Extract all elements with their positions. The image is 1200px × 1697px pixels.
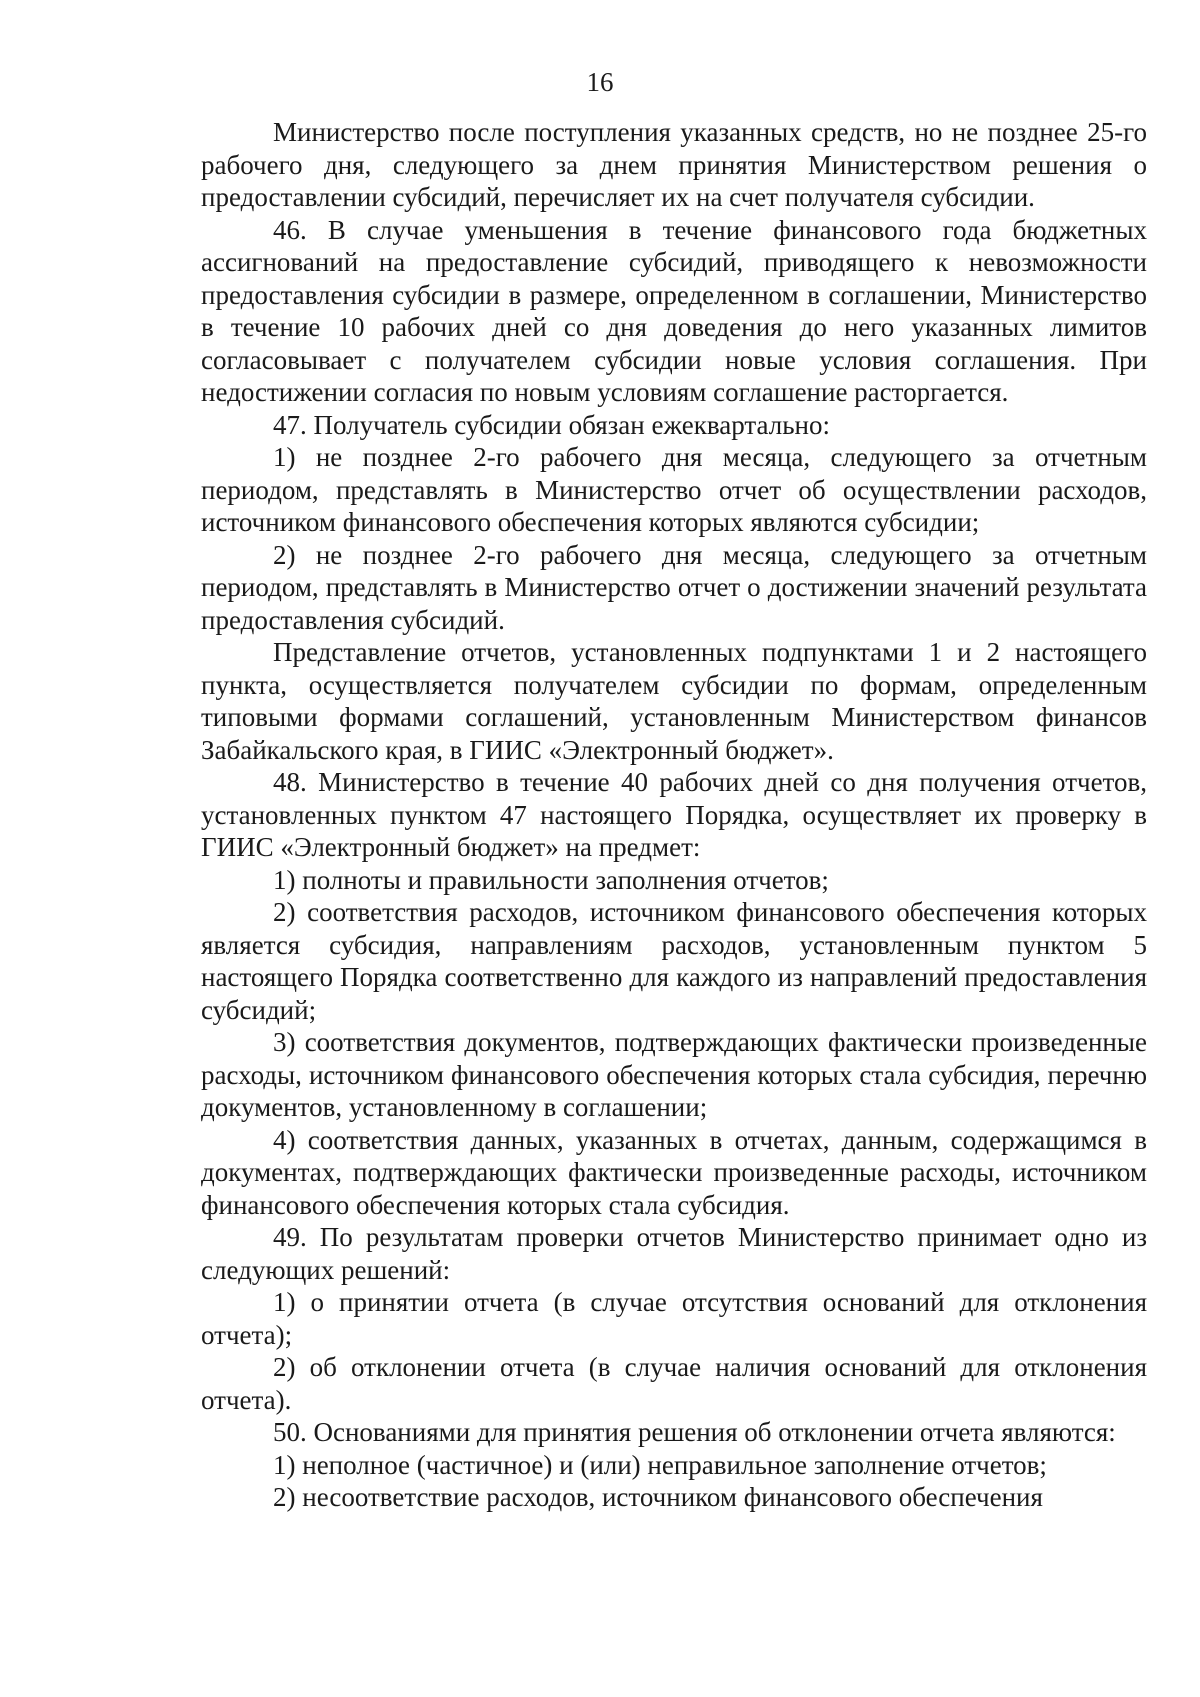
- paragraph-48-item-4: 4) соответствия данных, указанных в отчетах, данным, содержащимся в документах, подтверждающих фактически произведенные расходы, источником финансового обеспечения которых стала субсидия.: [201, 1124, 1147, 1220]
- paragraph-46: 46. В случае уменьшения в течение финансового года бюджетных ассигнований на предоставление субсидий, приводящего к невозможности предоставления субсидии в размере, определенном в соглашении, Министерство в течение 10 рабочих дней со дня доведения до него указанных лимитов согласовывает с получателем субсидии новые условия соглашения. При недостижении согласия по новым условиям соглашение расторгается.: [201, 214, 1147, 407]
- paragraph-50-item-2: 2) несоответствие расходов, источником финансового обеспечения: [273, 1482, 1043, 1512]
- paragraph-intro: Министерство после поступления указанных средств, но не позднее 25-го рабочего дня, следующего за днем принятия Министерством решения о предоставлении субсидий, перечисляет их на счет получателя субсидии.: [201, 117, 1147, 212]
- paragraph-47-item-2: 2) не позднее 2-го рабочего дня месяца, следующего за отчетным периодом, представлять в Министерство отчет о достижении значений результата предоставления субсидий.: [201, 539, 1147, 635]
- paragraph-47: 47. Получатель субсидии обязан ежеквартально:: [273, 409, 830, 440]
- paragraph-48-item-2: 2) соответствия расходов, источником финансового обеспечения которых является субсидия, направлениям расходов, установленным пунктом 5 настоящего Порядка соответственно для каждого из направлений предоставления субсидий;: [201, 897, 1147, 1025]
- paragraph-48-item-3: 3) соответствия документов, подтверждающих фактически произведенные расходы, источником финансового обеспечения которых стала субсидия, перечню документов, установленному в соглашении;: [201, 1027, 1147, 1122]
- paragraph-48: 48. Министерство в течение 40 рабочих дней со дня получения отчетов, установленных пунктом 47 настоящего Порядка, осуществляет их проверку в ГИИС «Электронный бюджет» на предмет:: [201, 767, 1147, 862]
- page-number: 16: [586, 67, 614, 97]
- paragraph-49-item-2: 2) об отклонении отчета (в случае наличия оснований для отклонения отчета).: [201, 1352, 1147, 1415]
- paragraph-50-item-1: 1) неполное (частичное) и (или) неправильное заполнение отчетов;: [273, 1449, 1047, 1480]
- paragraph-49-item-1: 1) о принятии отчета (в случае отсутствия оснований для отклонения отчета);: [201, 1287, 1147, 1350]
- paragraph-49: 49. По результатам проверки отчетов Министерство принимает одно из следующих решений:: [201, 1222, 1147, 1285]
- paragraph-reports: Представление отчетов, установленных подпунктами 1 и 2 настоящего пункта, осуществляется получателем субсидии по формам, определенным типовыми формами соглашений, установленным Министерством финансов Забайкальского края, в ГИИС «Электронный бюджет».: [201, 637, 1147, 765]
- paragraph-47-item-1: 1) не позднее 2-го рабочего дня месяца, следующего за отчетным периодом, представлять в Министерство отчет об осуществлении расходов, источником финансового обеспечения которых являются субсидии;: [201, 442, 1147, 537]
- document-body: [201, 116, 1147, 1514]
- paragraph-50: 50. Основаниями для принятия решения об отклонении отчета являются:: [273, 1417, 1116, 1447]
- paragraph-48-item-1: 1) полноты и правильности заполнения отчетов;: [273, 864, 829, 895]
